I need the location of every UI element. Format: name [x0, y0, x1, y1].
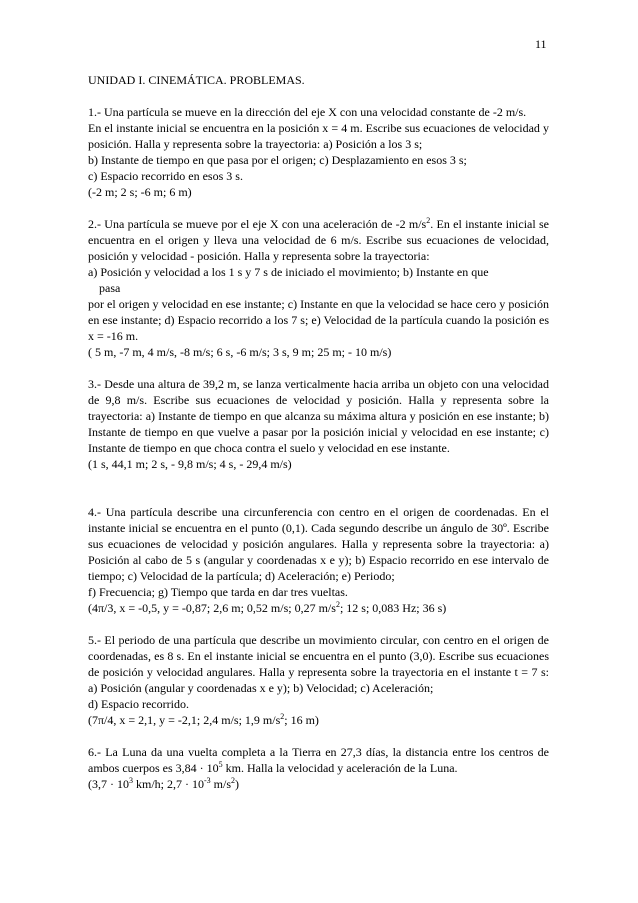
problem-2-answer: ( 5 m, -7 m, 4 m/s, -8 m/s; 6 s, -6 m/s; 3 s, 9 m; 25 m; - 10 m/s) [88, 345, 392, 359]
problem-2 [88, 216, 549, 360]
problem-4-answer-sup: 2 [335, 600, 340, 609]
problem-6-answer-sup3: 2 [231, 776, 236, 785]
problem-3-statement: 3.- Desde una altura de 39,2 m, se lanza verticalmente hacia arriba un objeto con una velocidad de 9,8 m/s. Escribe sus ecuaciones de velocidad y posición. Halla y representa sobre la trayectoria: a) Instante de tiempo en que alcanza su máxima altura y posición en ese instante; b) Instante de tiempo en que vuelve a pasar por la posición inicial y velocidad en ese instante; c) Instante de tiempo en que choca contra el suelo y velocidad en ese instante. [88, 377, 549, 455]
page-number: 11 [535, 37, 547, 51]
problem-1 [88, 104, 549, 200]
problem-2-sup: 2 [426, 216, 431, 225]
problem-6-answer-a: (3,7 · 10 [88, 777, 129, 791]
problem-6-answer-d: ) [235, 777, 240, 791]
problem-4-answer-text: (4π/3, x = -0,5, y = -0,87; 2,6 m; 0,52 m/s; 0,27 m/s [88, 601, 336, 615]
problem-6-text-cont: km. Halla la velocidad y aceleración de la Luna. [222, 761, 458, 775]
problem-6-text: 6.- La Luna da una vuelta completa a la Tierra en 27,3 días, la distancia entre los centros de ambos cuerpos es 3,84 · 10 [88, 745, 549, 775]
problem-3-answer: (1 s, 44,1 m; 2 s, - 9,8 m/s; 4 s, - 29,4 m/s) [88, 457, 292, 471]
problem-4-items: f) Frecuencia; g) Tiempo que tarda en dar tres vueltas. [88, 585, 348, 599]
problem-6-answer-sup2: -3 [204, 776, 211, 785]
problem-2-text: 2.- Una partícula se mueve por el eje X con una aceleración de -2 m/s [88, 217, 427, 231]
problem-6-answer [88, 776, 549, 792]
problem-4-answer-text-cont: ; 12 s; 0,083 Hz; 36 s) [339, 601, 447, 615]
problem-4 [88, 504, 549, 616]
problem-1-item-b: b) Instante de tiempo en que pasa por el origen; c) Desplazamiento en esos 3 s; [88, 153, 467, 167]
document-body [88, 72, 549, 808]
problem-4-statement: 4.- Una partícula describe una circunferencia con centro en el origen de coordenadas. En el instante inicial se encuentra en el punto (0,1). Cada segundo describe un ángulo de 30º. Escribe sus ecuaciones de velocidad y posición angulares. Halla y representa sobre la trayectoria: a) Posición al cabo de 5 s (angular y coordenadas x e y); b) Espacio recorrido en ese intervalo de tiempo; c) Velocidad de la partícula; d) Aceleración; e) Periodo; [88, 505, 549, 583]
problem-2-text-cont: . En el instante inicial se encuentra en el origen y lleva una velocidad de 6 m/s. Escribe sus ecuaciones de velocidad, posición y velocidad - posición. Halla y representa sobre la trayectoria: [88, 217, 549, 263]
page-title: UNIDAD I. CINEMÁTICA. PROBLEMAS. [88, 73, 305, 87]
problem-1-item-c: c) Espacio recorrido en esos 3 s. [88, 169, 243, 183]
problem-6-sup: 5 [218, 760, 223, 769]
problem-2-statement [88, 216, 549, 264]
problem-5-answer-text-cont: ; 16 m) [284, 713, 319, 727]
problem-3 [88, 376, 549, 472]
problem-4-answer [88, 600, 549, 616]
problem-2-item-a-cont: pasa [99, 281, 121, 295]
problem-6 [88, 744, 549, 792]
problem-6-answer-c: m/s [210, 777, 232, 791]
problem-2-items: por el origen y velocidad en ese instante; c) Instante en que la velocidad se hace cero y posición en ese instante; d) Espacio recorrido a los 7 s; e) Velocidad de la partícula cuando la posición es x = -16 m. [88, 297, 549, 343]
problem-1-statement: 1.- Una partícula se mueve en la dirección del eje X con una velocidad constante de -2 m/s. [88, 105, 527, 119]
problem-1-answer: (-2 m; 2 s; -6 m; 6 m) [88, 185, 192, 199]
problem-6-answer-sup1: 3 [129, 776, 133, 785]
problem-5-answer [88, 712, 549, 728]
problem-5-items: d) Espacio recorrido. [88, 697, 189, 711]
problem-5 [88, 632, 549, 728]
problem-6-answer-b: km/h; 2,7 · 10 [133, 777, 204, 791]
problem-6-statement [88, 744, 549, 776]
problem-5-statement: 5.- El periodo de una partícula que describe un movimiento circular, con centro en el origen de coordenadas, es 8 s. En el instante inicial se encuentra en el punto (3,0). Escribe sus ecuaciones de posición y velocidad angulares. Halla y representa sobre la trayectoria en el instante t = 7 s: a) Posición (angular y coordenadas x e y); b) Velocidad; c) Aceleración; [88, 633, 549, 695]
problem-1-statement-cont: En el instante inicial se encuentra en la posición x = 4 m. Escribe sus ecuaciones de velocidad y posición. Halla y representa sobre la trayectoria: a) Posición a los 3 s; [88, 121, 549, 151]
problem-5-answer-text: (7π/4, x = 2,1, y = -2,1; 2,4 m/s; 1,9 m/s [88, 713, 281, 727]
problem-5-answer-sup: 2 [280, 712, 285, 721]
problem-2-item-a: a) Posición y velocidad a los 1 s y 7 s de iniciado el movimiento; b) Instante en que [88, 265, 489, 279]
